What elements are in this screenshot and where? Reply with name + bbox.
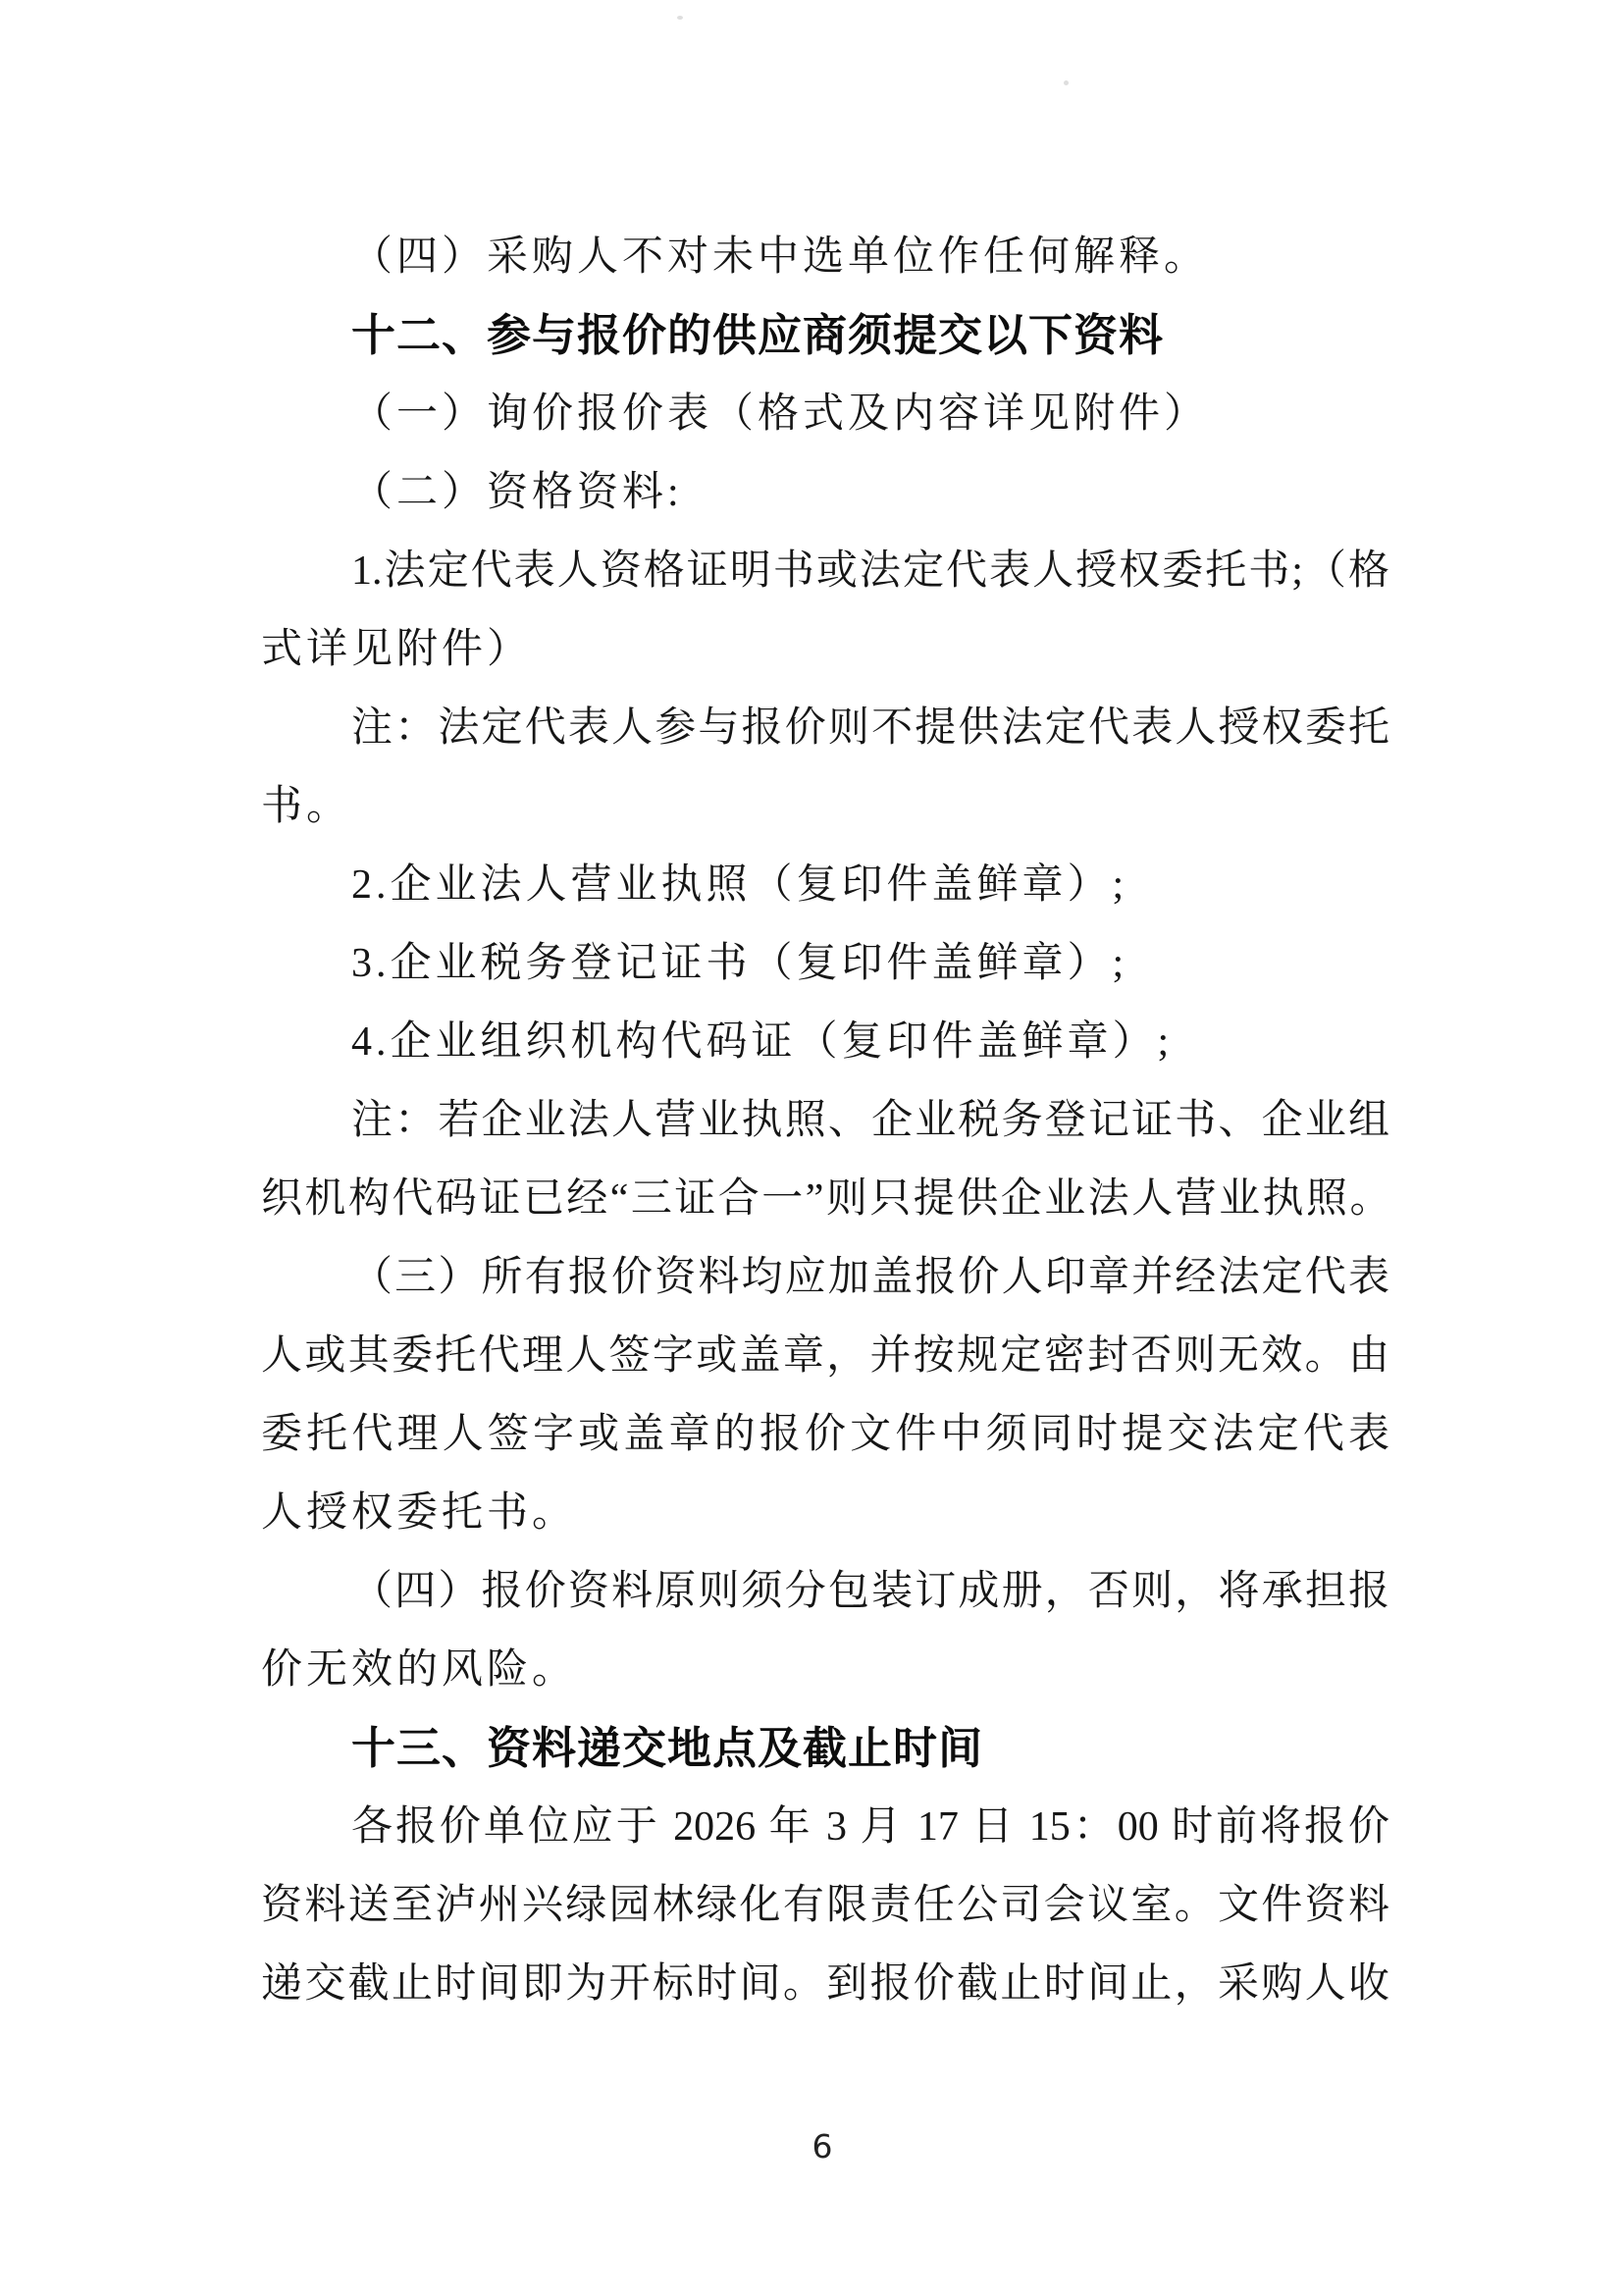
paragraph-line: 价无效的风险。 xyxy=(261,1647,578,1693)
paragraph-line: （一）询价报价表（格式及内容详见附件） xyxy=(351,391,1210,437)
scan-artifact xyxy=(1064,80,1069,85)
scan-artifact xyxy=(677,16,683,20)
document-text-block xyxy=(261,218,1389,2023)
paragraph-line: （四）采购人不对未中选单位作任何解释。 xyxy=(351,235,1210,280)
page-number: 6 xyxy=(812,2127,833,2166)
paragraph-line: 织机构代码证已经“三证合一”则只提供企业法人营业执照。 xyxy=(261,1176,1389,1222)
paragraph-line: （三）所有报价资料均应加盖报价人印章并经法定代表 xyxy=(351,1255,1389,1300)
paragraph-line: 1.法定代表人资格证明书或法定代表人授权委托书;（格 xyxy=(351,548,1389,594)
paragraph-line: 注：若企业法人营业执照、企业税务登记证书、企业组 xyxy=(351,1098,1389,1143)
paragraph-line: 式详见附件） xyxy=(261,627,533,672)
paragraph-line: 3.企业税务登记证书（复印件盖鲜章）; xyxy=(351,941,1128,986)
section-heading-12: 十二、参与报价的供应商须提交以下资料 xyxy=(351,310,1165,360)
paragraph-line: （二）资格资料: xyxy=(351,470,683,515)
paragraph-line: 各报价单位应于 2026 年 3 月 17 日 15：00 时前将报价 xyxy=(351,1804,1389,1850)
paragraph-line: 注：法定代表人参与报价则不提供法定代表人授权委托 xyxy=(351,705,1389,751)
paragraph-line: 人授权委托书。 xyxy=(261,1490,578,1536)
paragraph-line: 书。 xyxy=(261,784,352,829)
section-heading-13: 十三、资料递交地点及截止时间 xyxy=(351,1723,984,1773)
paragraph-line: 递交截止时间即为开标时间。到报价截止时间止，采购人收 xyxy=(261,1961,1389,2007)
paragraph-line: 2.企业法人营业执照（复印件盖鲜章）; xyxy=(351,862,1128,908)
paragraph-line: 委托代理人签字或盖章的报价文件中须同时提交法定代表 xyxy=(261,1412,1389,1457)
paragraph-line: （四）报价资料原则须分包装订成册，否则，将承担报 xyxy=(351,1569,1389,1614)
paragraph-line: 资料送至泸州兴绿园林绿化有限责任公司会议室。文件资料 xyxy=(261,1883,1389,1928)
paragraph-line: 4.企业组织机构代码证（复印件盖鲜章）; xyxy=(351,1019,1174,1065)
paragraph-line: 人或其委托代理人签字或盖章，并按规定密封否则无效。由 xyxy=(261,1333,1389,1379)
